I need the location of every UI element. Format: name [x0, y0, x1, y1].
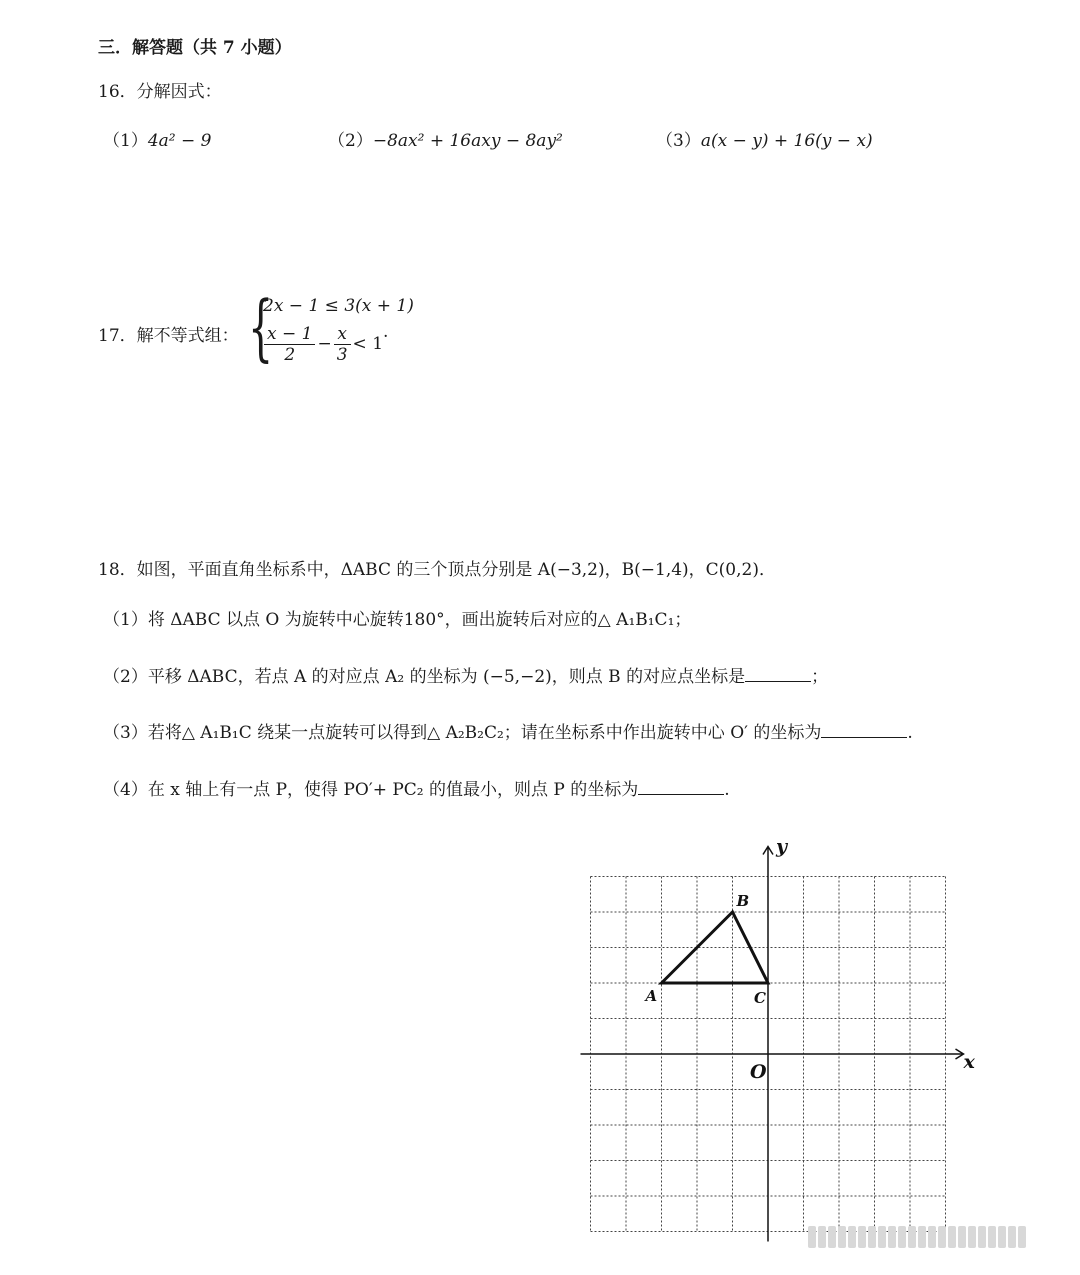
origin-label: O — [750, 1061, 767, 1083]
q18-part4-end: . — [724, 780, 730, 800]
watermark-bar — [858, 1226, 866, 1248]
watermark-bar — [1008, 1226, 1016, 1248]
watermark-bar — [848, 1226, 856, 1248]
q18-part3-text: （3）若将△ A₁B₁C 绕某一点旋转可以得到△ A₂B₂C₂；请在坐标系中作出旋转中心 O′ 的坐标为 — [103, 723, 822, 743]
section-title: 三．解答题（共 7 小题） — [98, 38, 292, 58]
point-label-c: C — [754, 989, 766, 1007]
q18-part2-text: （2）平移 ΔABC，若点 A 的对应点 A₂ 的坐标为 (−5,−2)，则点 B 的对应点坐标是 — [103, 667, 746, 687]
watermark-bar — [988, 1226, 996, 1248]
watermark-bar — [818, 1226, 826, 1248]
q17-end: . — [383, 322, 389, 342]
q18-part3-end: . — [907, 723, 913, 743]
x-axis-label: x — [963, 1051, 975, 1073]
watermark-bar — [998, 1226, 1006, 1248]
q17-frac1-num: x − 1 — [264, 324, 315, 345]
q16-stem: 16．分解因式： — [98, 82, 222, 102]
q17-minus: − — [317, 334, 332, 354]
watermark-bar — [918, 1226, 926, 1248]
watermark-bar — [868, 1226, 876, 1248]
watermark-bar — [938, 1226, 946, 1248]
q17-frac2-den: 3 — [336, 345, 348, 365]
q18-stem: 18．如图，平面直角坐标系中，ΔABC 的三个顶点分别是 A(−3,2)，B(−1,4)，C(0,2)． — [98, 560, 776, 580]
watermark-bar — [928, 1226, 936, 1248]
q18-part2-end: ； — [811, 667, 829, 687]
watermark-bar — [958, 1226, 966, 1248]
q17-ineq1: 2x − 1 ≤ 3(x + 1) — [263, 296, 414, 316]
system-brace: { — [248, 285, 274, 369]
q16-part1-label: （1） — [103, 131, 148, 151]
point-label-a: A — [645, 987, 658, 1005]
watermark-bar — [878, 1226, 886, 1248]
q16-part1-expr: 4a² − 9 — [147, 131, 212, 151]
q17-frac2-num: x — [334, 324, 351, 345]
q16-part2-label: （2） — [328, 131, 373, 151]
watermark-bar — [1018, 1226, 1026, 1248]
q16-part3-label: （3） — [656, 131, 701, 151]
q17-stem: 17．解不等式组： — [98, 326, 239, 346]
point-label-b: B — [736, 892, 750, 910]
q18-part4-text: （4）在 x 轴上有一点 P，使得 PO′+ PC₂ 的值最小，则点 P 的坐标为 — [103, 780, 639, 800]
q18-part1: （1）将 ΔABC 以点 O 为旋转中心旋转180°，画出旋转后对应的△ A₁B₁C₁； — [103, 610, 692, 630]
watermark-bar — [908, 1226, 916, 1248]
y-axis-label: y — [776, 835, 788, 858]
q16-part3-expr: a(x − y) + 16(y − x) — [700, 131, 873, 151]
q16-part2-expr: −8ax² + 16axy − 8ay² — [372, 131, 563, 151]
watermark-bar — [948, 1226, 956, 1248]
axes — [581, 847, 964, 1242]
watermark-bar — [898, 1226, 906, 1248]
graph-labels — [644, 836, 976, 1084]
watermark-bar — [838, 1226, 846, 1248]
watermark-bar — [888, 1226, 896, 1248]
watermark-bar — [978, 1226, 986, 1248]
q17-ineq2-tail: < 1 — [352, 334, 384, 354]
watermark-bars — [808, 1226, 1058, 1250]
watermark-bar — [828, 1226, 836, 1248]
watermark-bar — [808, 1226, 816, 1248]
q17-frac1-den: 2 — [284, 345, 296, 365]
watermark-bar — [968, 1226, 976, 1248]
